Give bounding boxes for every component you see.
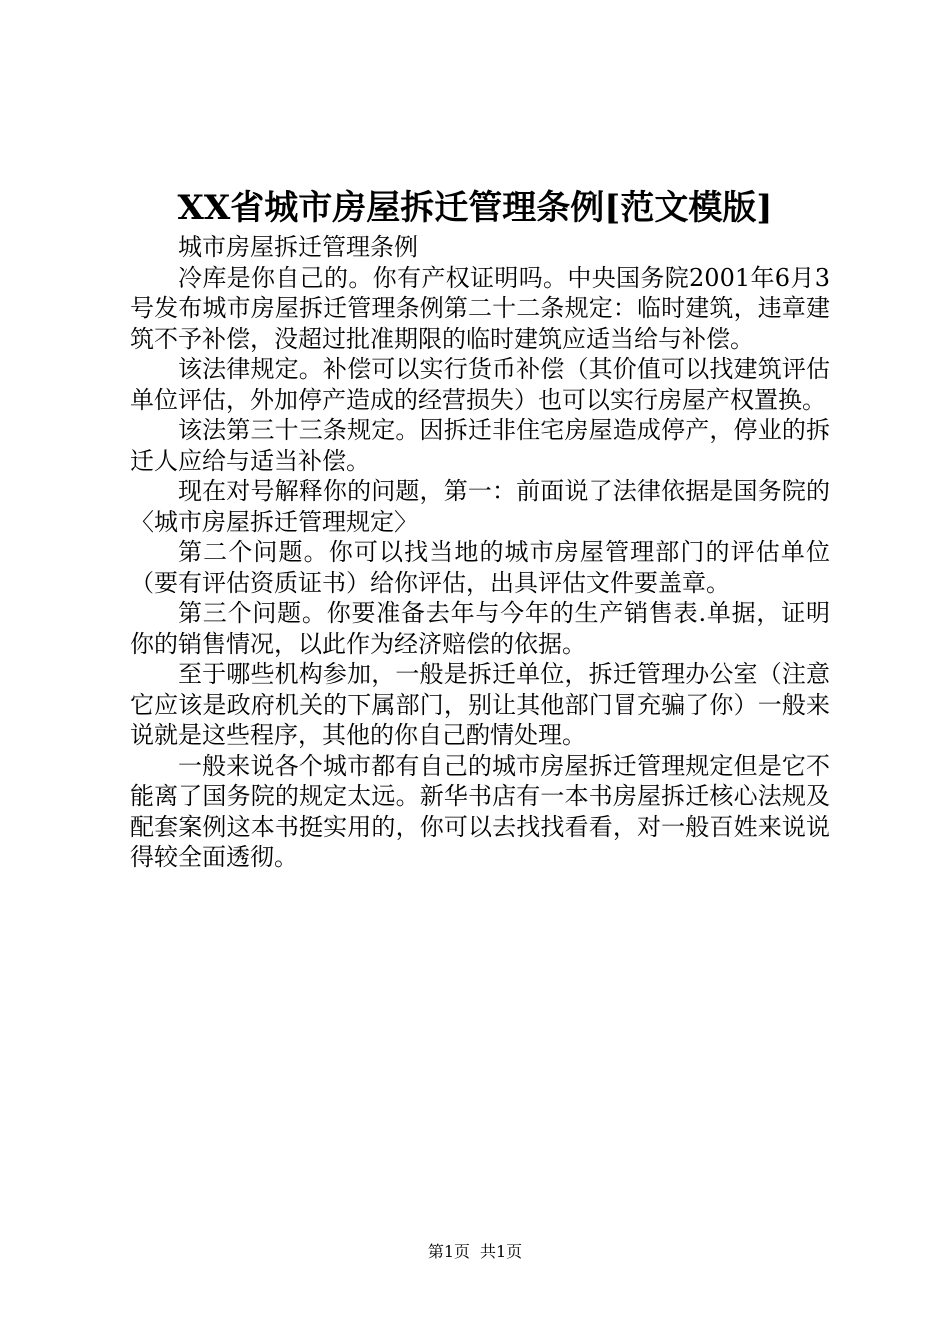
paragraph: 该法第三十三条规定。因拆迁非住宅房屋造成停产，停业的拆迁人应给与适当补偿。 — [130, 416, 830, 475]
paragraph: 一般来说各个城市都有自己的城市房屋拆迁管理规定但是它不能离了国务院的规定太远。新华书店有一本书房屋拆迁核心法规及配套案例这本书挺实用的，你可以去找找看看，对一般百姓来说说得较全面透彻。 — [130, 751, 830, 871]
page-number: 第1页 — [427, 1242, 470, 1261]
paragraph: 第三个问题。你要准备去年与今年的生产销售表.单据，证明你的销售情况，以此作为经济赔偿的依据。 — [130, 599, 830, 658]
document-body — [130, 232, 830, 873]
paragraph-subtitle: 城市房屋拆迁管理条例 — [178, 233, 418, 261]
paragraph: 现在对号解释你的问题，第一：前面说了法律依据是国务院的〈城市房屋拆迁管理规定〉 — [130, 477, 830, 536]
paragraph: 至于哪些机构参加，一般是拆迁单位，拆迁管理办公室（注意它应该是政府机关的下属部门，别让其他部门冒充骗了你）一般来说就是这些程序，其他的你自己酌情处理。 — [130, 660, 830, 749]
document-title: XX省城市房屋拆迁管理条例[范文模版] — [177, 188, 773, 228]
paragraph: 该法律规定。补偿可以实行货币补偿（其价值可以找建筑评估单位评估，外加停产造成的经营损失）也可以实行房屋产权置换。 — [130, 355, 830, 414]
page-total: 共1页 — [480, 1242, 523, 1261]
paragraph: 第二个问题。你可以找当地的城市房屋管理部门的评估单位（要有评估资质证书）给你评估，出具评估文件要盖章。 — [130, 538, 830, 597]
paragraph: 冷库是你自己的。你有产权证明吗。中央国务院2001年6月3号发布城市房屋拆迁管理条例第二十二条规定：临时建筑，违章建筑不予补偿，没超过批准期限的临时建筑应适当给与补偿。 — [130, 263, 830, 353]
page-footer — [0, 1241, 950, 1263]
